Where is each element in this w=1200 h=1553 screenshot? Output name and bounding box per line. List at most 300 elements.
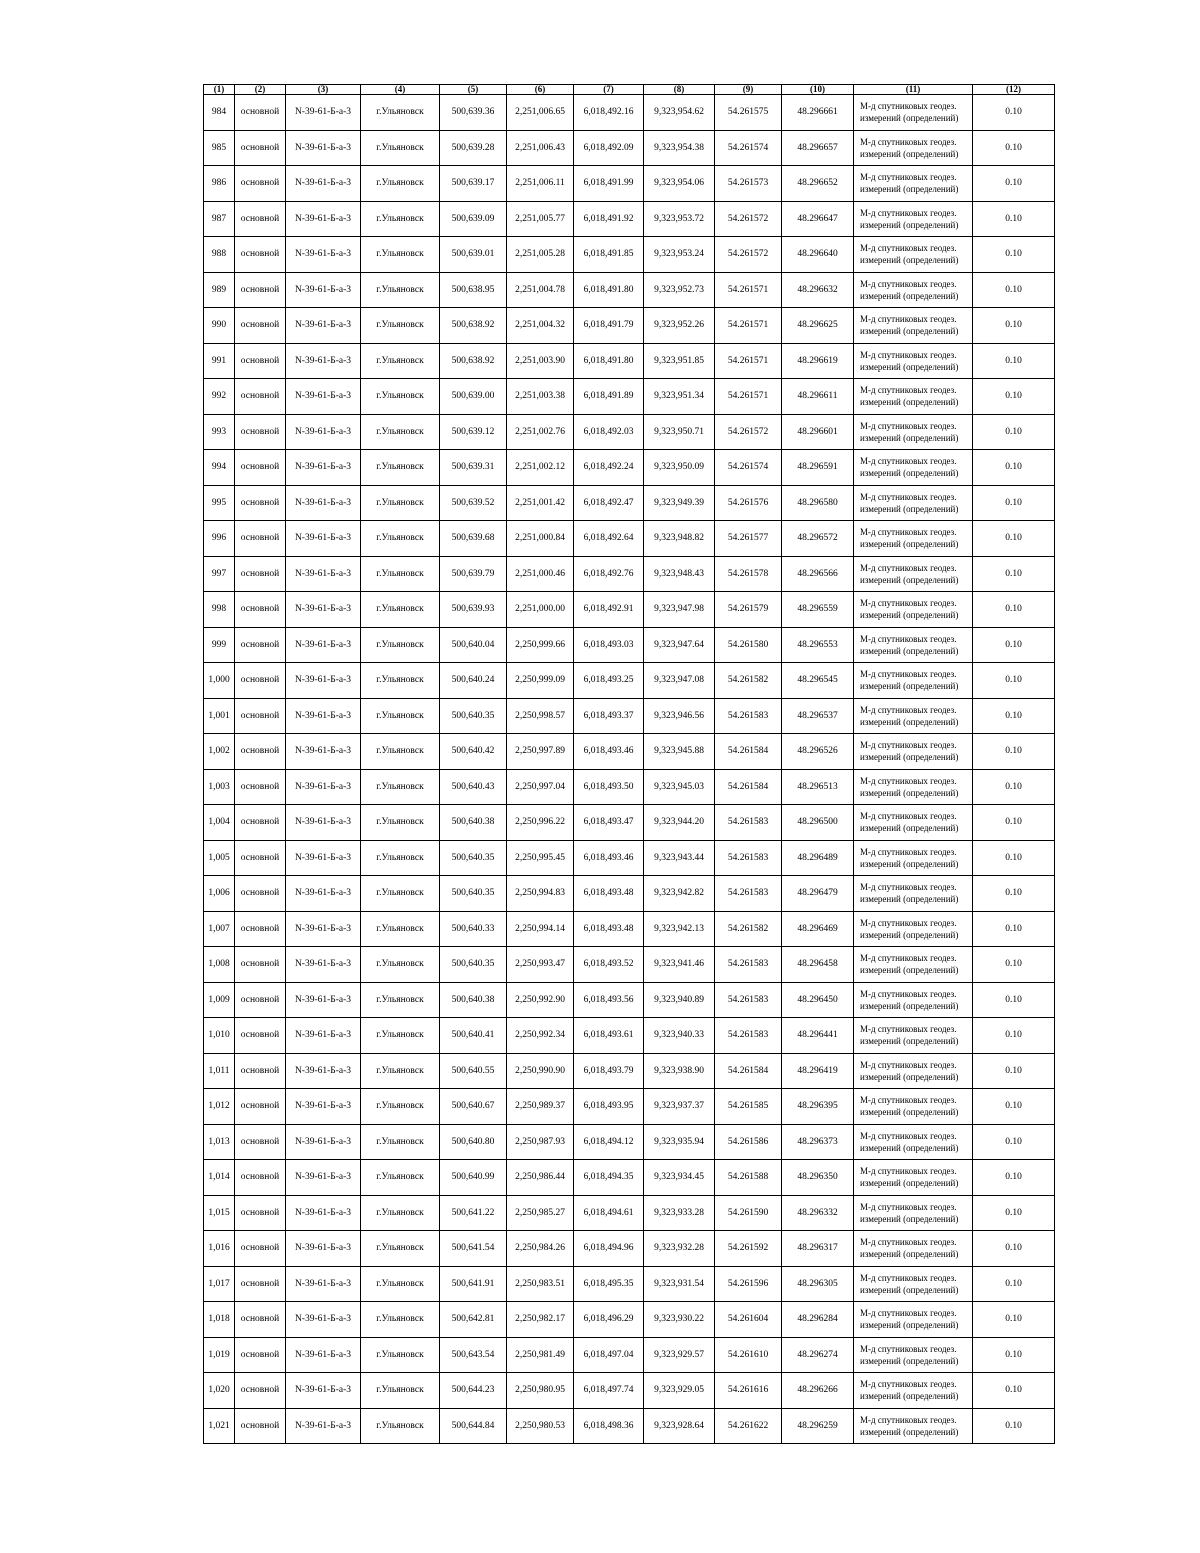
cell-coord-x-alt: 6,018,493.47 [574,805,644,841]
cell-coord-y-msk: 2,251,003.38 [507,379,574,415]
cell-latitude: 54.261583 [715,982,782,1018]
cell-map-sheet: N-39-61-Б-а-3 [286,947,361,983]
cell-accuracy: 0.10 [973,485,1055,521]
cell-method: М-д спутниковых геодез. измерений (определений) [854,521,973,557]
cell-coord-x-alt: 6,018,493.25 [574,663,644,699]
cell-map-sheet: N-39-61-Б-а-3 [286,343,361,379]
cell-method: М-д спутниковых геодез. измерений (определений) [854,130,973,166]
cell-point-type: основной [235,947,286,983]
cell-coord-x-msk: 500,639.09 [440,201,507,237]
cell-longitude: 48.296284 [782,1302,854,1338]
cell-longitude: 48.296469 [782,911,854,947]
cell-point-number: 998 [204,592,235,628]
cell-coord-x-msk: 500,639.12 [440,414,507,450]
cell-coord-y-msk: 2,250,997.89 [507,734,574,770]
cell-map-sheet: N-39-61-Б-а-3 [286,166,361,202]
cell-method: М-д спутниковых геодез. измерений (определений) [854,663,973,699]
cell-latitude: 54.261583 [715,876,782,912]
cell-settlement: г.Ульяновск [361,450,440,486]
column-header-coord-x-alt: (7) [574,85,644,95]
cell-coord-y-alt: 9,323,948.43 [644,556,715,592]
coordinates-table [203,84,1055,1444]
cell-coord-y-alt: 9,323,949.39 [644,485,715,521]
cell-coord-x-msk: 500,639.93 [440,592,507,628]
cell-longitude: 48.296274 [782,1337,854,1373]
cell-point-type: основной [235,769,286,805]
cell-point-type: основной [235,1266,286,1302]
cell-coord-y-alt: 9,323,954.62 [644,95,715,131]
cell-settlement: г.Ульяновск [361,201,440,237]
cell-point-type: основной [235,450,286,486]
cell-map-sheet: N-39-61-Б-а-3 [286,911,361,947]
cell-coord-y-alt: 9,323,928.64 [644,1408,715,1444]
cell-coord-y-msk: 2,250,999.09 [507,663,574,699]
table-body [204,95,1055,1444]
cell-coord-y-msk: 2,250,990.90 [507,1053,574,1089]
cell-accuracy: 0.10 [973,592,1055,628]
cell-latitude: 54.261574 [715,130,782,166]
table-row [204,982,1055,1018]
cell-map-sheet: N-39-61-Б-а-3 [286,272,361,308]
cell-coord-x-alt: 6,018,494.61 [574,1195,644,1231]
table-row [204,663,1055,699]
cell-point-type: основной [235,840,286,876]
cell-coord-y-alt: 9,323,929.57 [644,1337,715,1373]
cell-latitude: 54.261584 [715,1053,782,1089]
cell-coord-y-alt: 9,323,950.09 [644,450,715,486]
cell-map-sheet: N-39-61-Б-а-3 [286,556,361,592]
cell-accuracy: 0.10 [973,1266,1055,1302]
cell-longitude: 48.296259 [782,1408,854,1444]
cell-longitude: 48.296652 [782,166,854,202]
cell-coord-y-alt: 9,323,946.56 [644,698,715,734]
cell-coord-x-msk: 500,639.68 [440,521,507,557]
cell-settlement: г.Ульяновск [361,343,440,379]
table-header-row [204,85,1055,95]
cell-point-type: основной [235,1053,286,1089]
cell-longitude: 48.296513 [782,769,854,805]
cell-map-sheet: N-39-61-Б-а-3 [286,627,361,663]
table-row [204,95,1055,131]
cell-accuracy: 0.10 [973,876,1055,912]
cell-settlement: г.Ульяновск [361,556,440,592]
table-row [204,769,1055,805]
cell-point-number: 984 [204,95,235,131]
cell-latitude: 54.261583 [715,840,782,876]
cell-latitude: 54.261588 [715,1160,782,1196]
cell-point-type: основной [235,876,286,912]
cell-method: М-д спутниковых геодез. измерений (определений) [854,166,973,202]
cell-coord-y-msk: 2,251,002.12 [507,450,574,486]
cell-settlement: г.Ульяновск [361,1266,440,1302]
cell-method: М-д спутниковых геодез. измерений (определений) [854,1266,973,1302]
cell-settlement: г.Ульяновск [361,1195,440,1231]
cell-latitude: 54.261571 [715,379,782,415]
cell-latitude: 54.261622 [715,1408,782,1444]
cell-coord-y-msk: 2,251,000.00 [507,592,574,628]
cell-coord-x-msk: 500,640.35 [440,876,507,912]
cell-coord-x-alt: 6,018,493.50 [574,769,644,805]
cell-settlement: г.Ульяновск [361,1089,440,1125]
cell-point-type: основной [235,592,286,628]
cell-method: М-д спутниковых геодез. измерений (определений) [854,1089,973,1125]
cell-point-number: 1,007 [204,911,235,947]
cell-longitude: 48.296572 [782,521,854,557]
cell-point-number: 986 [204,166,235,202]
cell-point-number: 1,015 [204,1195,235,1231]
cell-latitude: 54.261584 [715,769,782,805]
cell-coord-y-alt: 9,323,951.85 [644,343,715,379]
cell-point-number: 1,018 [204,1302,235,1338]
cell-point-number: 1,001 [204,698,235,734]
cell-coord-y-msk: 2,251,004.32 [507,308,574,344]
cell-coord-x-msk: 500,639.28 [440,130,507,166]
cell-coord-y-alt: 9,323,951.34 [644,379,715,415]
cell-coord-x-msk: 500,640.80 [440,1124,507,1160]
cell-longitude: 48.296500 [782,805,854,841]
cell-latitude: 54.261583 [715,698,782,734]
cell-longitude: 48.296611 [782,379,854,415]
cell-map-sheet: N-39-61-Б-а-3 [286,130,361,166]
cell-accuracy: 0.10 [973,1089,1055,1125]
cell-point-number: 1,005 [204,840,235,876]
cell-coord-y-alt: 9,323,930.22 [644,1302,715,1338]
cell-coord-x-msk: 500,640.33 [440,911,507,947]
cell-settlement: г.Ульяновск [361,272,440,308]
cell-coord-x-msk: 500,640.55 [440,1053,507,1089]
cell-coord-x-alt: 6,018,491.92 [574,201,644,237]
cell-coord-y-msk: 2,250,997.04 [507,769,574,805]
cell-longitude: 48.296632 [782,272,854,308]
column-header-accuracy: (12) [973,85,1055,95]
cell-point-number: 1,012 [204,1089,235,1125]
cell-point-type: основной [235,982,286,1018]
cell-coord-x-msk: 500,643.54 [440,1337,507,1373]
cell-longitude: 48.296350 [782,1160,854,1196]
cell-point-number: 999 [204,627,235,663]
table-row [204,840,1055,876]
cell-method: М-д спутниковых геодез. измерений (определений) [854,1373,973,1409]
cell-point-number: 1,011 [204,1053,235,1089]
cell-accuracy: 0.10 [973,130,1055,166]
cell-longitude: 48.296526 [782,734,854,770]
cell-latitude: 54.261583 [715,947,782,983]
cell-longitude: 48.296332 [782,1195,854,1231]
cell-longitude: 48.296580 [782,485,854,521]
cell-point-type: основной [235,379,286,415]
cell-point-type: основной [235,556,286,592]
cell-coord-y-alt: 9,323,953.72 [644,201,715,237]
cell-latitude: 54.261572 [715,201,782,237]
cell-coord-y-msk: 2,250,994.83 [507,876,574,912]
table-row [204,1266,1055,1302]
cell-settlement: г.Ульяновск [361,237,440,273]
cell-coord-y-alt: 9,323,944.20 [644,805,715,841]
cell-coord-x-alt: 6,018,492.16 [574,95,644,131]
cell-coord-x-msk: 500,640.42 [440,734,507,770]
cell-map-sheet: N-39-61-Б-а-3 [286,237,361,273]
cell-point-type: основной [235,734,286,770]
table-row [204,1160,1055,1196]
cell-coord-x-msk: 500,641.22 [440,1195,507,1231]
cell-settlement: г.Ульяновск [361,1160,440,1196]
cell-point-type: основной [235,201,286,237]
cell-map-sheet: N-39-61-Б-а-3 [286,201,361,237]
cell-coord-x-msk: 500,639.31 [440,450,507,486]
cell-method: М-д спутниковых геодез. измерений (определений) [854,876,973,912]
cell-method: М-д спутниковых геодез. измерений (определений) [854,592,973,628]
cell-coord-x-alt: 6,018,496.29 [574,1302,644,1338]
cell-method: М-д спутниковых геодез. измерений (определений) [854,1231,973,1267]
cell-coord-y-alt: 9,323,942.13 [644,911,715,947]
cell-accuracy: 0.10 [973,308,1055,344]
cell-latitude: 54.261585 [715,1089,782,1125]
cell-coord-x-msk: 500,640.43 [440,769,507,805]
cell-point-type: основной [235,1373,286,1409]
cell-method: М-д спутниковых геодез. измерений (определений) [854,1302,973,1338]
cell-settlement: г.Ульяновск [361,734,440,770]
cell-method: М-д спутниковых геодез. измерений (определений) [854,343,973,379]
cell-point-number: 1,006 [204,876,235,912]
cell-settlement: г.Ульяновск [361,414,440,450]
table-row [204,130,1055,166]
cell-method: М-д спутниковых геодез. измерений (определений) [854,556,973,592]
cell-longitude: 48.296640 [782,237,854,273]
cell-settlement: г.Ульяновск [361,1408,440,1444]
cell-coord-x-alt: 6,018,491.80 [574,272,644,308]
cell-point-number: 1,008 [204,947,235,983]
column-header-map-sheet: (3) [286,85,361,95]
cell-point-number: 988 [204,237,235,273]
cell-map-sheet: N-39-61-Б-а-3 [286,1302,361,1338]
cell-method: М-д спутниковых геодез. измерений (определений) [854,805,973,841]
cell-method: М-д спутниковых геодез. измерений (определений) [854,627,973,663]
cell-coord-y-alt: 9,323,940.33 [644,1018,715,1054]
cell-point-type: основной [235,95,286,131]
cell-coord-y-msk: 2,250,980.95 [507,1373,574,1409]
cell-coord-y-msk: 2,250,994.14 [507,911,574,947]
cell-point-number: 997 [204,556,235,592]
cell-coord-x-alt: 6,018,497.04 [574,1337,644,1373]
cell-point-type: основной [235,1124,286,1160]
cell-point-type: основной [235,237,286,273]
cell-coord-y-msk: 2,250,980.53 [507,1408,574,1444]
cell-map-sheet: N-39-61-Б-а-3 [286,1195,361,1231]
cell-coord-y-alt: 9,323,942.82 [644,876,715,912]
cell-coord-x-alt: 6,018,493.52 [574,947,644,983]
cell-map-sheet: N-39-61-Б-а-3 [286,1018,361,1054]
cell-coord-y-alt: 9,323,947.98 [644,592,715,628]
cell-method: М-д спутниковых геодез. измерений (определений) [854,1124,973,1160]
cell-longitude: 48.296419 [782,1053,854,1089]
cell-coord-x-alt: 6,018,491.79 [574,308,644,344]
cell-latitude: 54.261610 [715,1337,782,1373]
cell-coord-x-msk: 500,640.35 [440,840,507,876]
cell-coord-y-msk: 2,251,006.65 [507,95,574,131]
cell-latitude: 54.261590 [715,1195,782,1231]
cell-coord-x-alt: 6,018,491.85 [574,237,644,273]
cell-point-number: 994 [204,450,235,486]
cell-coord-y-alt: 9,323,935.94 [644,1124,715,1160]
cell-accuracy: 0.10 [973,95,1055,131]
cell-map-sheet: N-39-61-Б-а-3 [286,1124,361,1160]
cell-point-type: основной [235,1089,286,1125]
cell-coord-x-msk: 500,641.91 [440,1266,507,1302]
cell-method: М-д спутниковых геодез. измерений (определений) [854,95,973,131]
cell-latitude: 54.261571 [715,308,782,344]
cell-coord-y-msk: 2,251,006.43 [507,130,574,166]
table-row [204,237,1055,273]
cell-coord-x-alt: 6,018,491.99 [574,166,644,202]
cell-method: М-д спутниковых геодез. измерений (определений) [854,840,973,876]
cell-coord-x-msk: 500,638.95 [440,272,507,308]
cell-point-number: 985 [204,130,235,166]
cell-coord-x-msk: 500,640.99 [440,1160,507,1196]
cell-settlement: г.Ульяновск [361,1231,440,1267]
cell-coord-y-msk: 2,251,000.84 [507,521,574,557]
cell-coord-x-alt: 6,018,493.48 [574,911,644,947]
cell-method: М-д спутниковых геодез. измерений (определений) [854,1053,973,1089]
cell-longitude: 48.296458 [782,947,854,983]
cell-point-type: основной [235,911,286,947]
cell-coord-x-msk: 500,639.79 [440,556,507,592]
cell-coord-y-msk: 2,250,982.17 [507,1302,574,1338]
cell-latitude: 54.261572 [715,237,782,273]
cell-settlement: г.Ульяновск [361,166,440,202]
cell-accuracy: 0.10 [973,1408,1055,1444]
cell-method: М-д спутниковых геодез. измерений (определений) [854,734,973,770]
cell-point-number: 1,013 [204,1124,235,1160]
cell-accuracy: 0.10 [973,1124,1055,1160]
cell-accuracy: 0.10 [973,840,1055,876]
cell-point-number: 991 [204,343,235,379]
cell-point-number: 993 [204,414,235,450]
table-row [204,521,1055,557]
cell-point-number: 1,003 [204,769,235,805]
cell-point-type: основной [235,485,286,521]
cell-coord-y-alt: 9,323,933.28 [644,1195,715,1231]
cell-map-sheet: N-39-61-Б-а-3 [286,1053,361,1089]
cell-map-sheet: N-39-61-Б-а-3 [286,698,361,734]
cell-coord-x-alt: 6,018,497.74 [574,1373,644,1409]
cell-point-number: 996 [204,521,235,557]
cell-method: М-д спутниковых геодез. измерений (определений) [854,911,973,947]
cell-map-sheet: N-39-61-Б-а-3 [286,521,361,557]
cell-point-number: 1,017 [204,1266,235,1302]
cell-coord-y-msk: 2,251,001.42 [507,485,574,521]
cell-map-sheet: N-39-61-Б-а-3 [286,1089,361,1125]
table-row [204,947,1055,983]
cell-latitude: 54.261596 [715,1266,782,1302]
cell-coord-y-msk: 2,251,005.28 [507,237,574,273]
cell-method: М-д спутниковых геодез. измерений (определений) [854,1195,973,1231]
cell-method: М-д спутниковых геодез. измерений (определений) [854,1408,973,1444]
cell-latitude: 54.261580 [715,627,782,663]
cell-coord-x-msk: 500,640.04 [440,627,507,663]
cell-point-number: 990 [204,308,235,344]
column-header-settlement: (4) [361,85,440,95]
column-header-longitude: (10) [782,85,854,95]
cell-method: М-д спутниковых геодез. измерений (определений) [854,982,973,1018]
cell-settlement: г.Ульяновск [361,876,440,912]
cell-longitude: 48.296566 [782,556,854,592]
cell-latitude: 54.261584 [715,734,782,770]
cell-settlement: г.Ульяновск [361,947,440,983]
cell-coord-y-alt: 9,323,940.89 [644,982,715,1018]
cell-coord-x-alt: 6,018,494.96 [574,1231,644,1267]
cell-coord-y-msk: 2,250,999.66 [507,627,574,663]
cell-coord-x-msk: 500,644.84 [440,1408,507,1444]
cell-accuracy: 0.10 [973,1302,1055,1338]
cell-method: М-д спутниковых геодез. измерений (определений) [854,1337,973,1373]
cell-coord-x-alt: 6,018,492.47 [574,485,644,521]
cell-latitude: 54.261575 [715,95,782,131]
cell-accuracy: 0.10 [973,1231,1055,1267]
cell-point-number: 1,020 [204,1373,235,1409]
cell-coord-y-msk: 2,251,004.78 [507,272,574,308]
cell-point-type: основной [235,1231,286,1267]
cell-accuracy: 0.10 [973,237,1055,273]
cell-coord-x-alt: 6,018,493.95 [574,1089,644,1125]
cell-point-type: основной [235,663,286,699]
cell-longitude: 48.296545 [782,663,854,699]
cell-longitude: 48.296317 [782,1231,854,1267]
cell-method: М-д спутниковых геодез. измерений (определений) [854,769,973,805]
table-row [204,1373,1055,1409]
cell-accuracy: 0.10 [973,663,1055,699]
cell-coord-x-alt: 6,018,494.35 [574,1160,644,1196]
cell-coord-y-alt: 9,323,929.05 [644,1373,715,1409]
table-row [204,734,1055,770]
cell-coord-x-msk: 500,640.24 [440,663,507,699]
cell-point-number: 995 [204,485,235,521]
cell-method: М-д спутниковых геодез. измерений (определений) [854,237,973,273]
table-row [204,1408,1055,1444]
cell-accuracy: 0.10 [973,911,1055,947]
column-header-coord-y-alt: (8) [644,85,715,95]
cell-accuracy: 0.10 [973,521,1055,557]
cell-latitude: 54.261572 [715,414,782,450]
cell-method: М-д спутниковых геодез. измерений (определений) [854,379,973,415]
table-row [204,414,1055,450]
cell-accuracy: 0.10 [973,805,1055,841]
cell-coord-x-msk: 500,639.01 [440,237,507,273]
cell-accuracy: 0.10 [973,379,1055,415]
cell-coord-x-msk: 500,640.35 [440,947,507,983]
cell-latitude: 54.261579 [715,592,782,628]
cell-longitude: 48.296591 [782,450,854,486]
cell-point-number: 1,010 [204,1018,235,1054]
cell-point-number: 1,021 [204,1408,235,1444]
cell-accuracy: 0.10 [973,450,1055,486]
cell-coord-y-alt: 9,323,952.73 [644,272,715,308]
cell-point-number: 1,000 [204,663,235,699]
cell-coord-y-msk: 2,251,002.76 [507,414,574,450]
cell-settlement: г.Ульяновск [361,982,440,1018]
cell-point-type: основной [235,521,286,557]
table-row [204,1337,1055,1373]
table-row [204,1053,1055,1089]
cell-settlement: г.Ульяновск [361,592,440,628]
cell-coord-x-msk: 500,639.36 [440,95,507,131]
cell-map-sheet: N-39-61-Б-а-3 [286,1266,361,1302]
cell-method: М-д спутниковых геодез. измерений (определений) [854,414,973,450]
cell-latitude: 54.261592 [715,1231,782,1267]
cell-coord-x-msk: 500,642.81 [440,1302,507,1338]
cell-map-sheet: N-39-61-Б-а-3 [286,769,361,805]
cell-method: М-д спутниковых геодез. измерений (определений) [854,272,973,308]
cell-coord-x-alt: 6,018,492.03 [574,414,644,450]
